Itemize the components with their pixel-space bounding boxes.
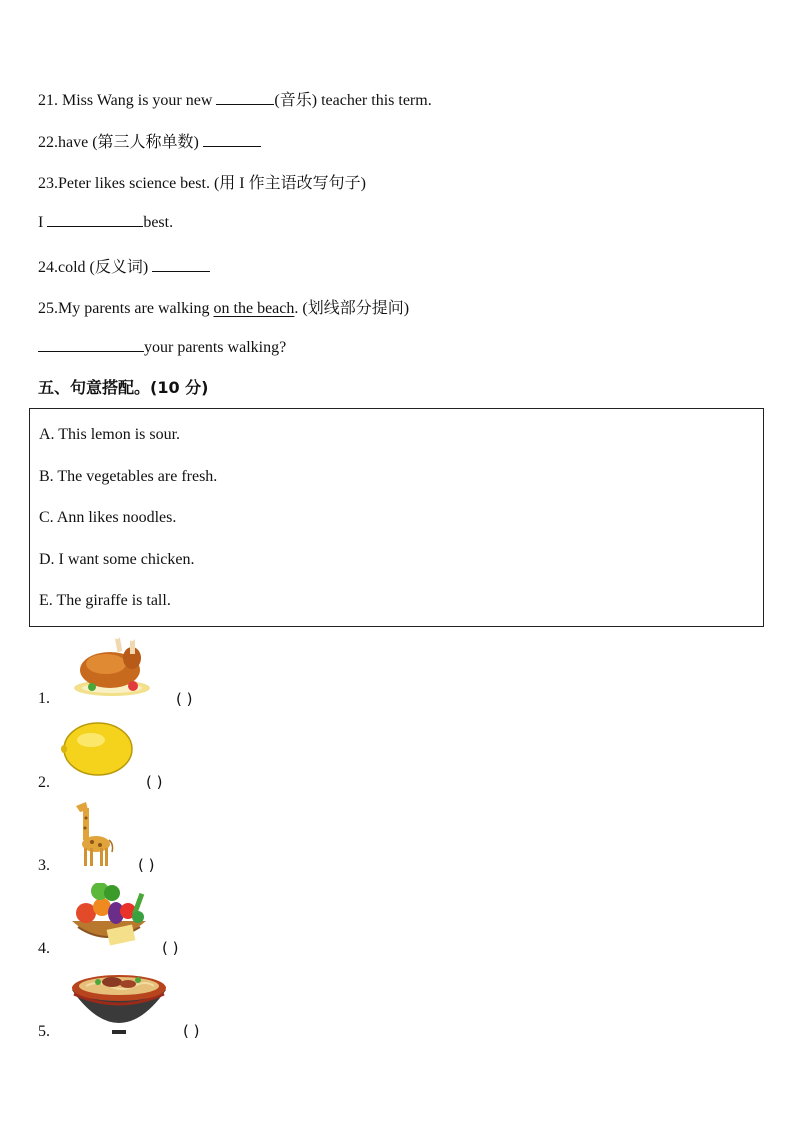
question-22: [38, 129, 261, 152]
option-b: B. The vegetables are fresh.: [39, 468, 218, 485]
options-box: [29, 408, 764, 627]
option-e: E. The giraffe is tall.: [39, 592, 171, 609]
answer-parentheses[interactable]: ( ): [183, 1022, 200, 1040]
answer-parentheses[interactable]: ( ): [146, 773, 163, 791]
question-text: .Peter likes science best. (用 I 作主语改写句子): [54, 175, 366, 192]
question-25: [38, 295, 409, 318]
section-title: 五、句意搭配。(10 分): [38, 378, 209, 397]
question-number: 25: [38, 300, 54, 317]
noodle-bowl-icon: [68, 964, 170, 1036]
answer-blank[interactable]: [38, 337, 144, 352]
item-3-label: 3.: [38, 857, 50, 874]
option-a: A. This lemon is sour.: [39, 426, 181, 443]
question-text: your parents walking?: [144, 339, 287, 356]
question-text: best.: [143, 214, 174, 231]
giraffe-icon: [72, 800, 114, 868]
item-4-label: 4.: [38, 940, 50, 957]
roast-chicken-icon: [72, 632, 152, 698]
question-text: . Miss Wang is your new: [54, 92, 217, 109]
question-text: (音乐) teacher this term.: [274, 92, 432, 109]
question-text: .cold (反义词): [54, 259, 153, 276]
question-23: [38, 170, 366, 193]
answer-blank[interactable]: [216, 90, 274, 105]
answer-parentheses[interactable]: ( ): [176, 690, 193, 708]
answer-blank[interactable]: [47, 212, 143, 227]
question-25-answer: [38, 337, 286, 357]
option-c: C. Ann likes noodles.: [39, 509, 177, 526]
answer-parentheses[interactable]: ( ): [162, 939, 179, 957]
question-21: [38, 87, 432, 110]
answer-parentheses[interactable]: ( ): [138, 856, 155, 874]
underlined-phrase: on the beach: [213, 300, 295, 317]
vegetable-basket-icon: [64, 883, 154, 949]
item-2-label: 2.: [38, 774, 50, 791]
question-number: 21: [38, 92, 54, 109]
question-23-answer: [38, 212, 173, 232]
answer-blank[interactable]: [203, 132, 261, 147]
question-24: [38, 254, 210, 277]
question-number: 23: [38, 175, 54, 192]
question-text: . (划线部分提问): [294, 300, 410, 317]
item-1-label: 1.: [38, 690, 50, 707]
question-number: 24: [38, 259, 54, 276]
lemon-icon: [61, 720, 135, 778]
question-text: I: [38, 214, 48, 231]
question-text: .have (第三人称单数): [54, 134, 203, 151]
question-number: 22: [38, 134, 54, 151]
option-d: D. I want some chicken.: [39, 551, 195, 568]
answer-blank[interactable]: [152, 257, 210, 272]
item-5-label: 5.: [38, 1023, 50, 1040]
question-text: .My parents are walking: [54, 300, 214, 317]
